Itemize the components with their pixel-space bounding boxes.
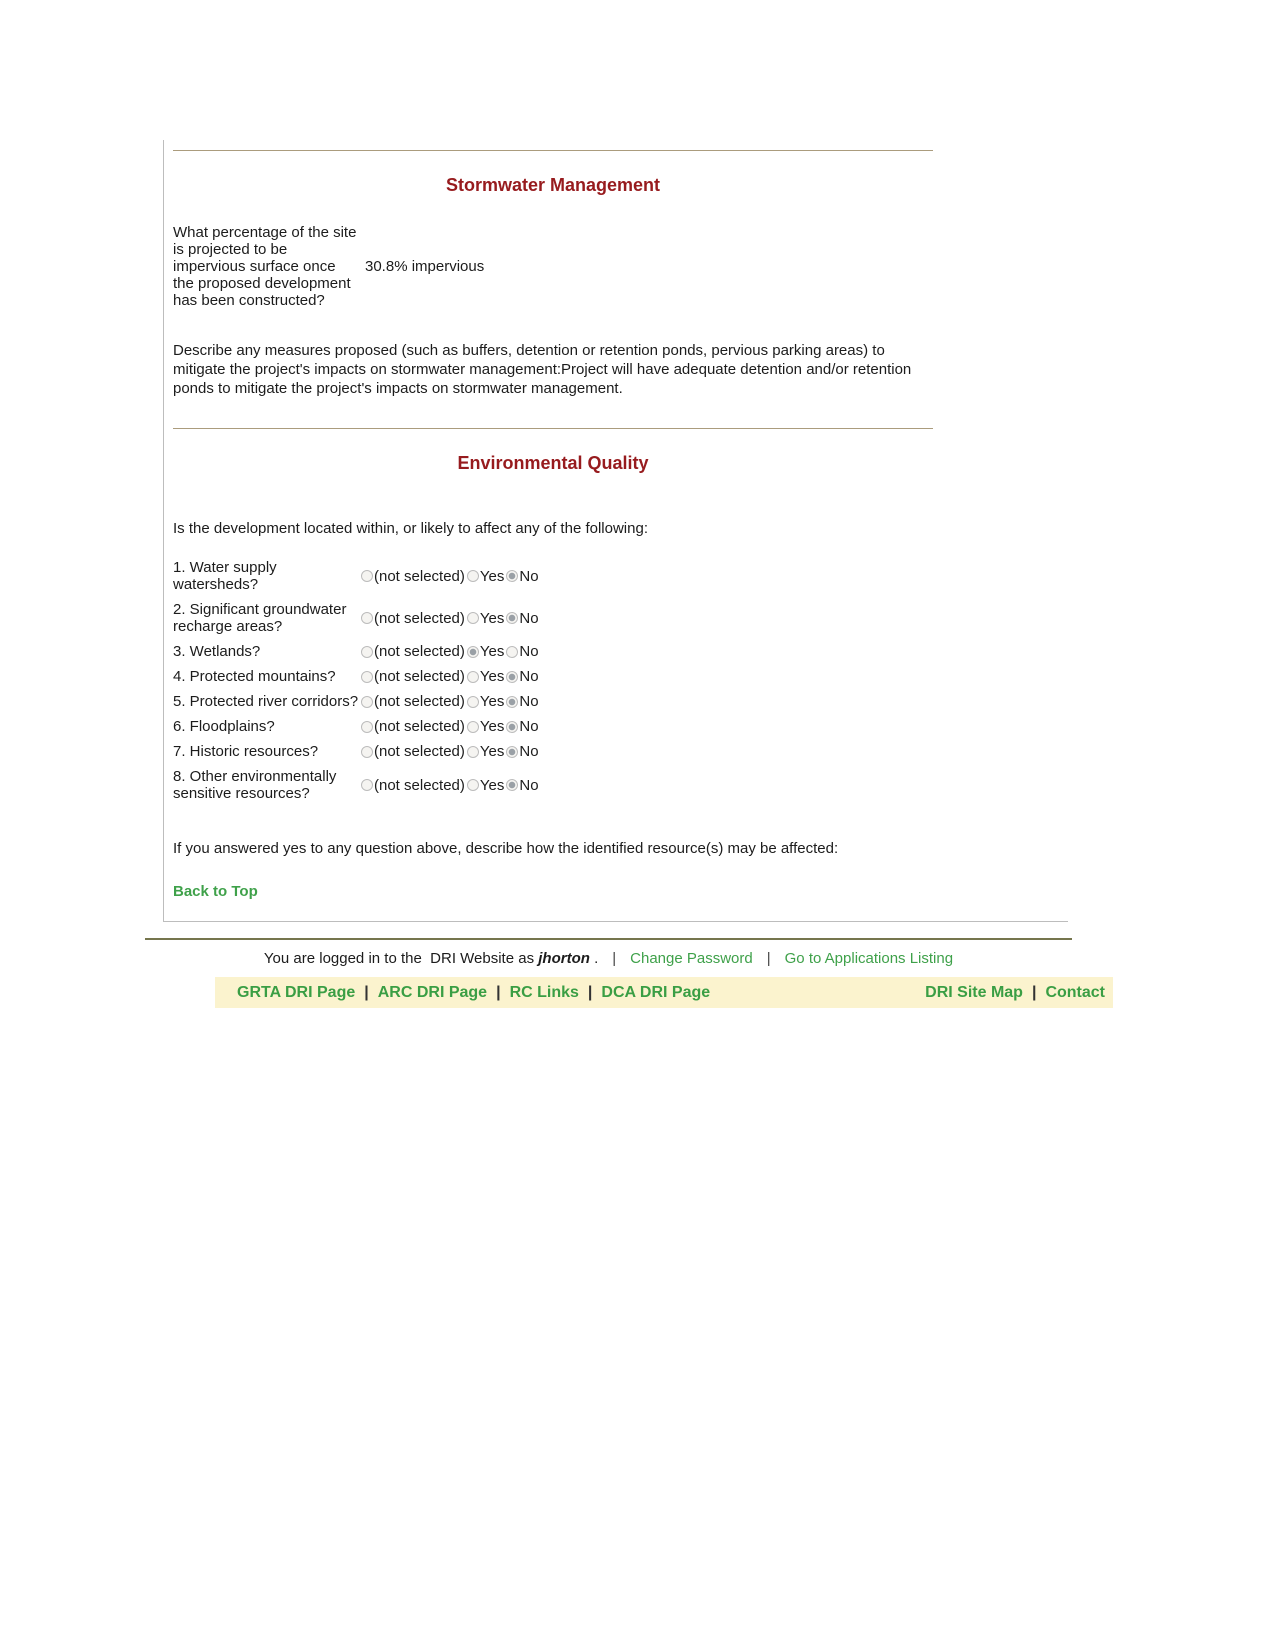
contact-link[interactable]: Contact <box>1045 983 1105 1001</box>
radio-label-yes: Yes <box>479 718 505 735</box>
radio-no[interactable] <box>506 746 518 758</box>
stormwater-section-title: Stormwater Management <box>445 175 661 195</box>
dri-site-map-link[interactable]: DRI Site Map <box>925 983 1023 1001</box>
radio-no[interactable] <box>506 671 518 683</box>
radio-label-yes: Yes <box>479 668 505 685</box>
separator-pipe: | <box>1031 983 1037 1001</box>
radio-no[interactable] <box>506 570 518 582</box>
radio-label-no: No <box>519 776 539 794</box>
radio-label-yes: Yes <box>479 643 505 660</box>
radio-yes[interactable] <box>467 612 479 624</box>
logged-in-suffix: . <box>589 950 599 967</box>
stormwater-measures-text: Describe any measures proposed (such as buffers, detention or retention ponds, pervious parking areas) to mitigate the project's impacts on stormwater management:Project will have adequate detention and/or retention ponds to mitigate the project's impacts on stormwater management. <box>173 342 912 397</box>
radio-label-yes: Yes <box>479 567 505 585</box>
radio-not-selected[interactable] <box>361 570 373 582</box>
environmental-section-title: Environmental Quality <box>457 453 649 473</box>
radio-yes[interactable] <box>467 696 479 708</box>
question-row <box>173 768 813 802</box>
radio-not-selected[interactable] <box>361 646 373 658</box>
impervious-question-label: What percentage of the site is projected to be impervious surface once the proposed development has been constructed? <box>173 224 357 309</box>
radio-label-yes: Yes <box>479 743 505 760</box>
arc-dri-page-link[interactable]: ARC DRI Page <box>377 983 488 1001</box>
question-row <box>173 693 813 710</box>
radio-label-no: No <box>519 718 539 735</box>
rc-links-link[interactable]: RC Links <box>509 983 579 1001</box>
footer-menu-left <box>237 984 710 1002</box>
username-text: jhorton <box>538 950 590 967</box>
radio-label-no: No <box>519 693 539 710</box>
radio-no[interactable] <box>506 721 518 733</box>
radio-yes[interactable] <box>467 646 479 658</box>
separator-pipe: | <box>364 983 369 1001</box>
radio-label-not-selected: (not selected) <box>374 693 465 710</box>
environmental-intro-text: Is the development located within, or likely to affect any of the following: <box>173 520 648 537</box>
radio-label-not-selected: (not selected) <box>374 609 465 627</box>
environmental-questions-list <box>173 559 1068 802</box>
radio-yes[interactable] <box>467 746 479 758</box>
form-content-panel <box>163 140 1068 922</box>
radio-label-yes: Yes <box>479 693 505 710</box>
radio-not-selected[interactable] <box>361 746 373 758</box>
radio-label-no: No <box>519 743 539 760</box>
question-row <box>173 668 813 685</box>
question-label: 1. Water supply watersheds? <box>173 559 277 593</box>
radio-yes[interactable] <box>467 570 479 582</box>
section-divider-rule <box>173 428 933 429</box>
radio-no[interactable] <box>506 612 518 624</box>
radio-yes[interactable] <box>467 671 479 683</box>
logged-in-text: You are logged in to the DRI Website as <box>263 950 539 967</box>
radio-label-yes: Yes <box>479 609 505 627</box>
question-label: 8. Other environmentally sensitive resources? <box>173 768 337 802</box>
followup-instruction-text: If you answered yes to any question above, describe how the identified resource(s) may be affected: <box>173 840 839 857</box>
back-to-top-link[interactable]: Back to Top <box>173 883 258 900</box>
question-label: 2. Significant groundwater recharge areas? <box>173 601 347 635</box>
radio-label-not-selected: (not selected) <box>374 643 465 660</box>
radio-label-not-selected: (not selected) <box>374 567 465 585</box>
question-row <box>173 559 813 593</box>
question-label: 7. Historic resources? <box>173 743 319 760</box>
radio-no[interactable] <box>506 696 518 708</box>
radio-not-selected[interactable] <box>361 779 373 791</box>
change-password-link[interactable]: Change Password <box>630 950 753 967</box>
radio-no[interactable] <box>506 646 518 658</box>
question-label: 4. Protected mountains? <box>173 668 336 685</box>
radio-label-no: No <box>519 567 539 585</box>
impervious-question-value: 30.8% impervious <box>365 258 485 275</box>
impervious-question-row <box>173 224 933 309</box>
radio-no[interactable] <box>506 779 518 791</box>
radio-not-selected[interactable] <box>361 671 373 683</box>
radio-label-no: No <box>519 668 539 685</box>
radio-not-selected[interactable] <box>361 721 373 733</box>
section-divider-rule <box>173 150 933 151</box>
radio-yes[interactable] <box>467 779 479 791</box>
footer-menu-bar <box>215 977 1113 1008</box>
separator-pipe: | <box>612 950 617 967</box>
radio-label-no: No <box>519 643 539 660</box>
grta-dri-page-link[interactable]: GRTA DRI Page <box>237 983 356 1001</box>
radio-label-not-selected: (not selected) <box>374 743 465 760</box>
question-label: 5. Protected river corridors? <box>173 693 359 710</box>
separator-pipe: | <box>766 950 771 967</box>
radio-label-not-selected: (not selected) <box>374 668 465 685</box>
radio-label-no: No <box>519 609 539 627</box>
question-row <box>173 718 813 735</box>
dca-dri-page-link[interactable]: DCA DRI Page <box>601 983 711 1001</box>
footer-menu-right <box>925 984 1105 1002</box>
question-row <box>173 743 813 760</box>
radio-not-selected[interactable] <box>361 612 373 624</box>
go-to-applications-listing-link[interactable]: Go to Applications Listing <box>784 950 954 967</box>
footer-divider <box>145 938 1072 940</box>
question-label: 3. Wetlands? <box>173 643 261 660</box>
question-label: 6. Floodplains? <box>173 718 275 735</box>
login-status-bar <box>145 950 1072 967</box>
radio-not-selected[interactable] <box>361 696 373 708</box>
radio-label-not-selected: (not selected) <box>374 776 465 794</box>
radio-yes[interactable] <box>467 721 479 733</box>
question-row <box>173 601 813 635</box>
radio-label-yes: Yes <box>479 776 505 794</box>
radio-label-not-selected: (not selected) <box>374 718 465 735</box>
separator-pipe: | <box>496 983 501 1001</box>
question-row <box>173 643 813 660</box>
separator-pipe: | <box>587 983 593 1001</box>
